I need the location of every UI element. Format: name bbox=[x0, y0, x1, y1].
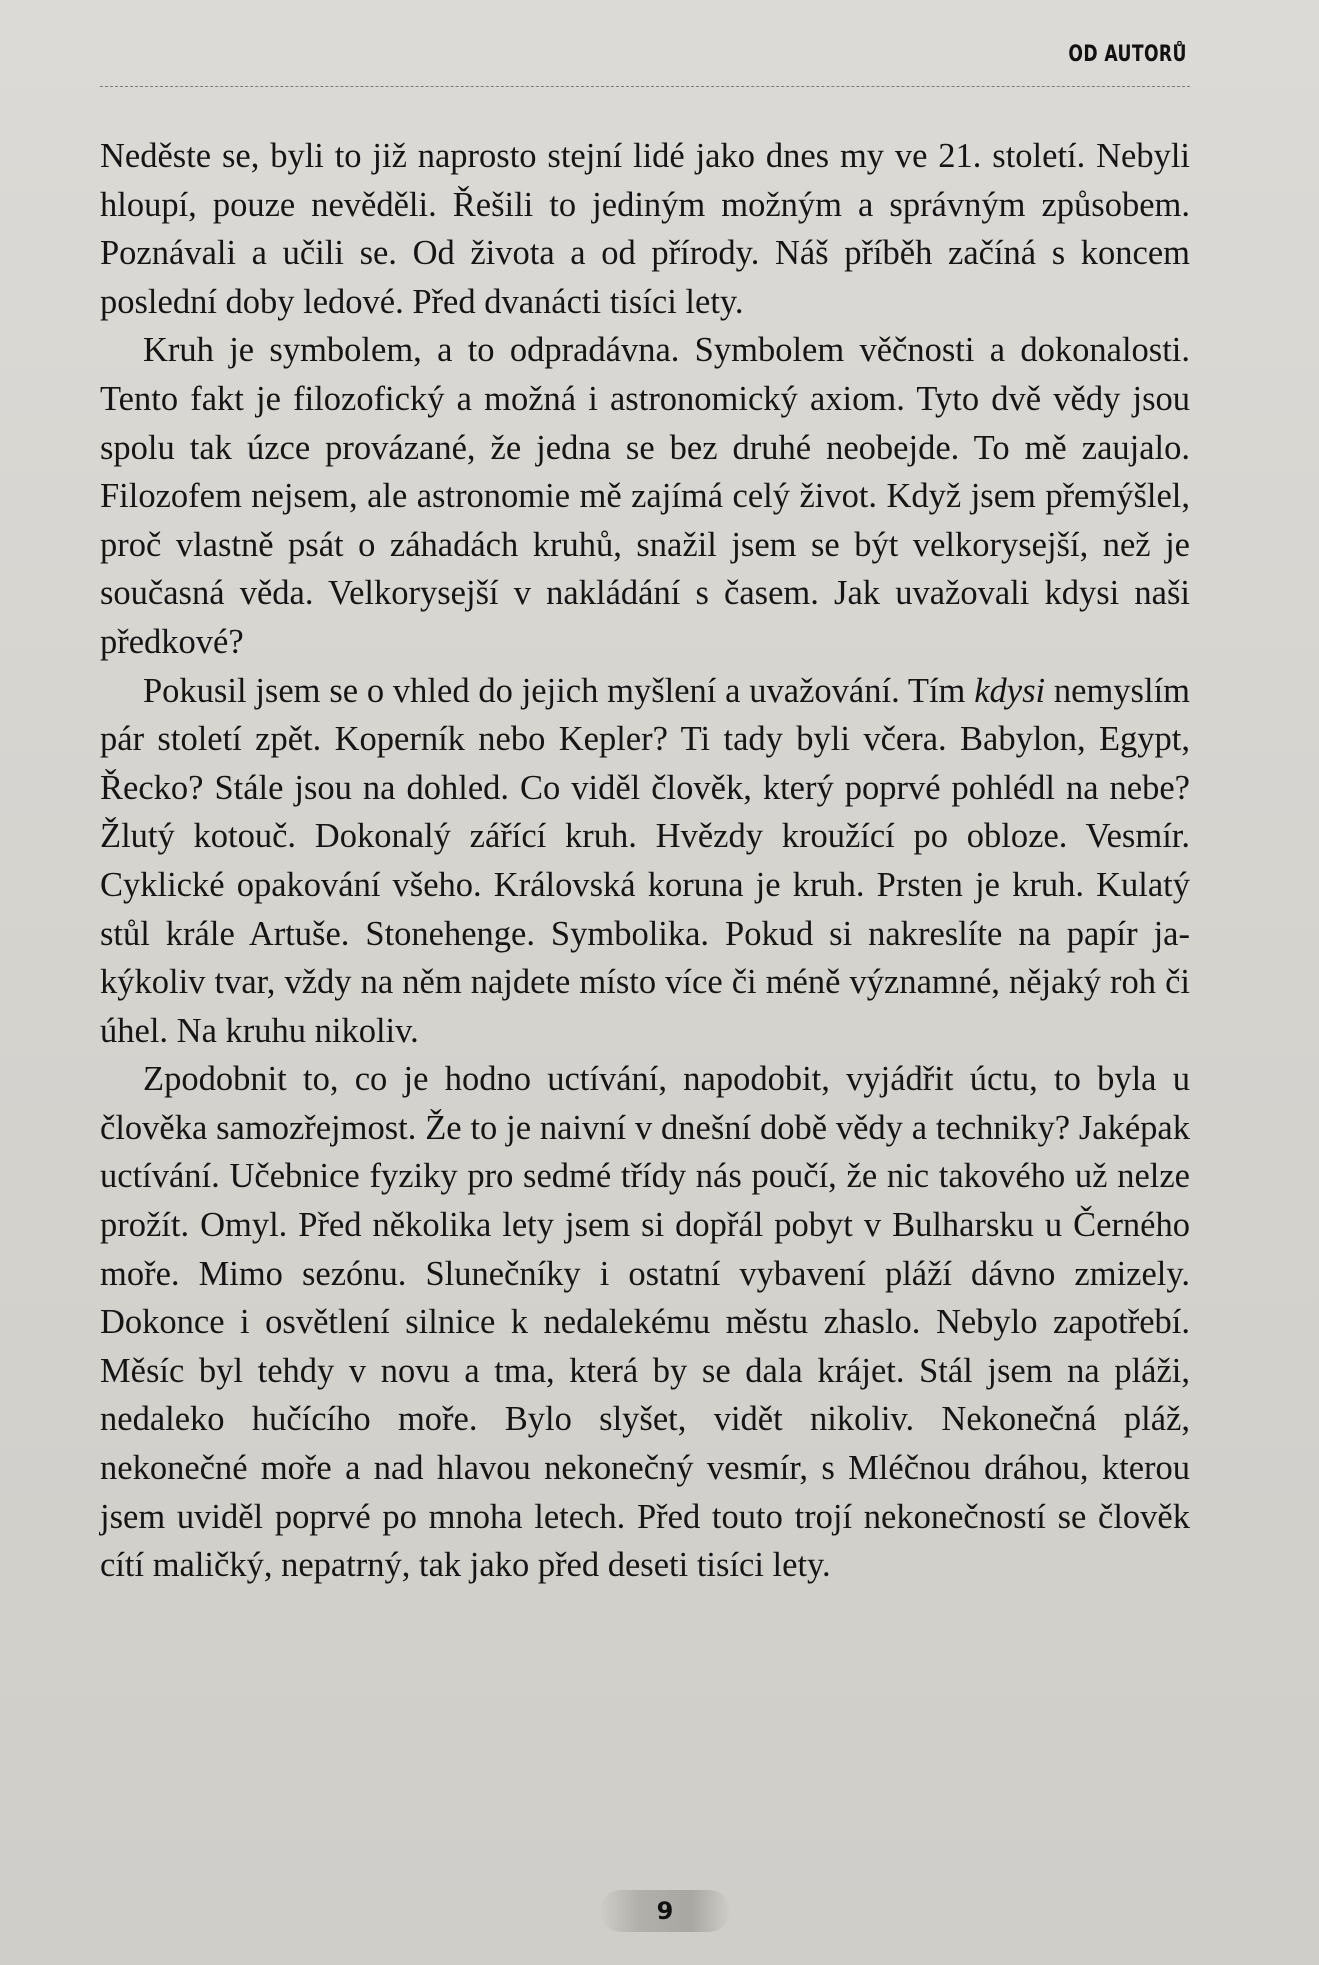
page-number: 9 bbox=[656, 1897, 674, 1925]
paragraph bbox=[100, 1055, 1190, 1590]
emphasized-word: kdysi bbox=[974, 671, 1046, 710]
page-number-badge bbox=[600, 1890, 730, 1932]
header-rule bbox=[100, 86, 1190, 87]
paragraph-text: Kruh je symbolem, a to odpradávna. Symbolem věčnosti a dokonalosti. Tento fakt je filozofický a možná i astronomický axiom. Tyto dvě vědy jsou spolu tak úzce provázané, že jedna se bez druhé neobejde. To mě zaujalo. Filozofem nejsem, ale astronomie mě zajímá celý život. Když jsem přemýšlel, proč vlastně psát o záhadách kruhů, snažil jsem se být velkorysejší, než je současná věda. Velkorysejší v nakládání s časem. Jak uvažovali kdysi naši předkové? bbox=[100, 331, 1190, 661]
paragraph-text: nemyslím pár století zpět. Koperník nebo Kepler? Ti tady byli včera. Babylon, Egypt, Řecko? Stále jsou na dohled. Co viděl člověk, který poprvé pohlédl na nebe? Žlutý kotouč. Dokonalý zářící kruh. Hvězdy kroužící po obloze. Vesmír. Cyklické opakování všeho. Královská koruna je kruh. Prsten je kruh. Kulatý stůl krále Artuše. Stonehenge. Symbolika. Pokud si nakreslíte na papír jakýkoliv tvar, vždy na něm najdete místo více či méně významné, nějaký roh či úhel. Na kruhu nikoliv. bbox=[100, 671, 1190, 1050]
paragraph bbox=[100, 667, 1190, 1056]
paragraph-text: Neděste se, byli to již naprosto stejní lidé jako dnes my ve 21. století. Nebyli hloupí, pouze nevěděli. Řešili to jediným možným a správným způsobem. Poznávali a učili se. Od života a od přírody. Náš příběh začíná s koncem poslední doby ledové. Před dvanácti tisíci lety. bbox=[100, 137, 1190, 321]
body-text bbox=[100, 132, 1190, 1590]
running-head: OD AUTORŮ bbox=[1068, 42, 1187, 67]
paragraph bbox=[100, 132, 1190, 326]
paragraph-text: Pokusil jsem se o vhled do jejich myšlení a uvažování. Tím bbox=[143, 671, 975, 710]
paragraph bbox=[100, 326, 1190, 666]
paragraph-text: Zpodobnit to, co je hodno uctívání, napodobit, vyjádřit úctu, to byla u člověka samozřejmost. Že to je naivní v dnešní době vědy a techniky? Jaképak uctívání. Učebnice fyziky pro sedmé třídy nás poučí, že nic takového už nelze prožít. Omyl. Před několika lety jsem si dopřál pobyt v Bulharsku u Černého moře. Mimo sezónu. Slunečníky i ostatní vybavení pláží dávno zmizely. Dokonce i osvětlení silnice k nedalekému městu zhaslo. Nebylo zapotřebí. Měsíc byl tehdy v novu a tma, která by se dala krájet. Stál jsem na pláži, nedaleko hučícího moře. Bylo slyšet, vidět nikoliv. Nekonečná pláž, nekonečné moře a nad hlavou nekonečný vesmír, s Mléčnou dráhou, kterou jsem uviděl poprvé po mnoha letech. Před touto trojí nekonečností se člověk cítí maličký, nepatrný, tak jako před deseti tisíci lety. bbox=[100, 1060, 1190, 1585]
